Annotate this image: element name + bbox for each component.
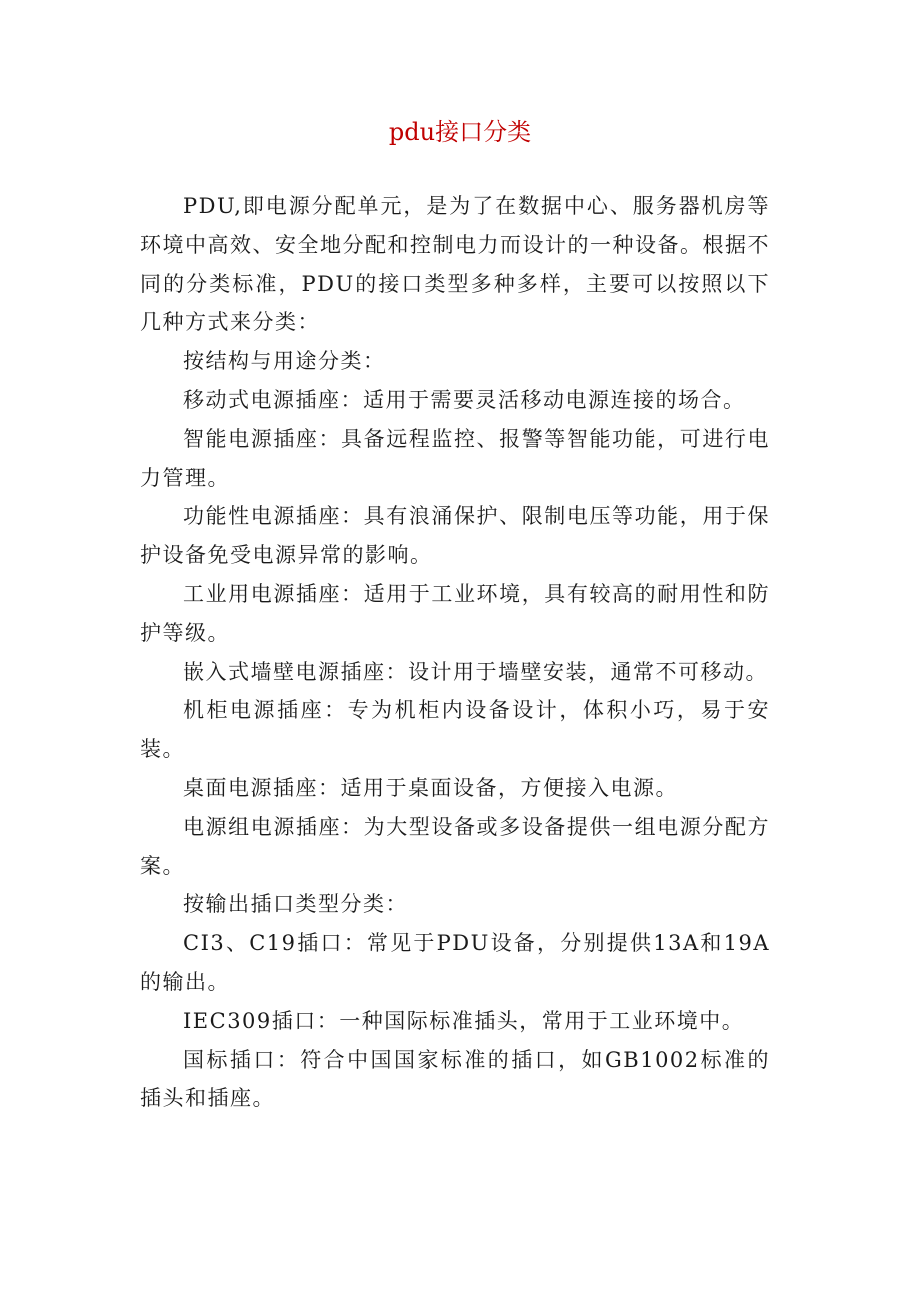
- list-item-wall-socket: 嵌入式墙壁电源插座：设计用于墙壁安装，通常不可移动。: [183, 659, 768, 684]
- list-item-c13-c19: CI3、C19插口：常见于PDU设备，分别提供13A和19A的输出。: [140, 931, 770, 994]
- list-item-desktop-socket: 桌面电源插座：适用于桌面设备，方便接入电源。: [183, 775, 678, 800]
- section-heading-output: 按输出插口类型分类：: [183, 892, 408, 917]
- list-item-group-socket: 电源组电源插座：为大型设备或多设备提供一组电源分配方案。: [140, 814, 770, 878]
- list-item-cabinet-socket: 机柜电源插座：专为机柜内设备设计，体积小巧，易于安装。: [140, 698, 770, 762]
- document-title: pdu接口分类: [388, 118, 532, 146]
- list-item-iec309: IEC309插口：一种国际标准插头，常用于工业环境中。: [183, 1008, 745, 1033]
- list-item-smart-socket: 智能电源插座：具备远程监控、报警等智能功能，可进行电力管理。: [140, 426, 770, 490]
- list-item-functional-socket: 功能性电源插座：具有浪涌保护、限制电压等功能，用于保护设备免受电源异常的影响。: [140, 504, 770, 568]
- intro-paragraph: PDU,即电源分配单元，是为了在数据中心、服务器机房等环境中高效、安全地分配和控制电力而设计的一种设备。根据不同的分类标准，PDU的接口类型多种多样，主要可以按照以下几种方式来分类：: [140, 194, 770, 335]
- section-heading-structure: 按结构与用途分类：: [183, 349, 386, 374]
- document-body: [140, 187, 770, 1118]
- list-item-gb-socket: 国标插口：符合中国国家标准的插口，如GB1002标准的插头和插座。: [140, 1047, 770, 1111]
- list-item-mobile-socket: 移动式电源插座：适用于需要灵活移动电源连接的场合。: [183, 387, 746, 412]
- list-item-industrial-socket: 工业用电源插座：适用于工业环境，具有较高的耐用性和防护等级。: [140, 581, 770, 645]
